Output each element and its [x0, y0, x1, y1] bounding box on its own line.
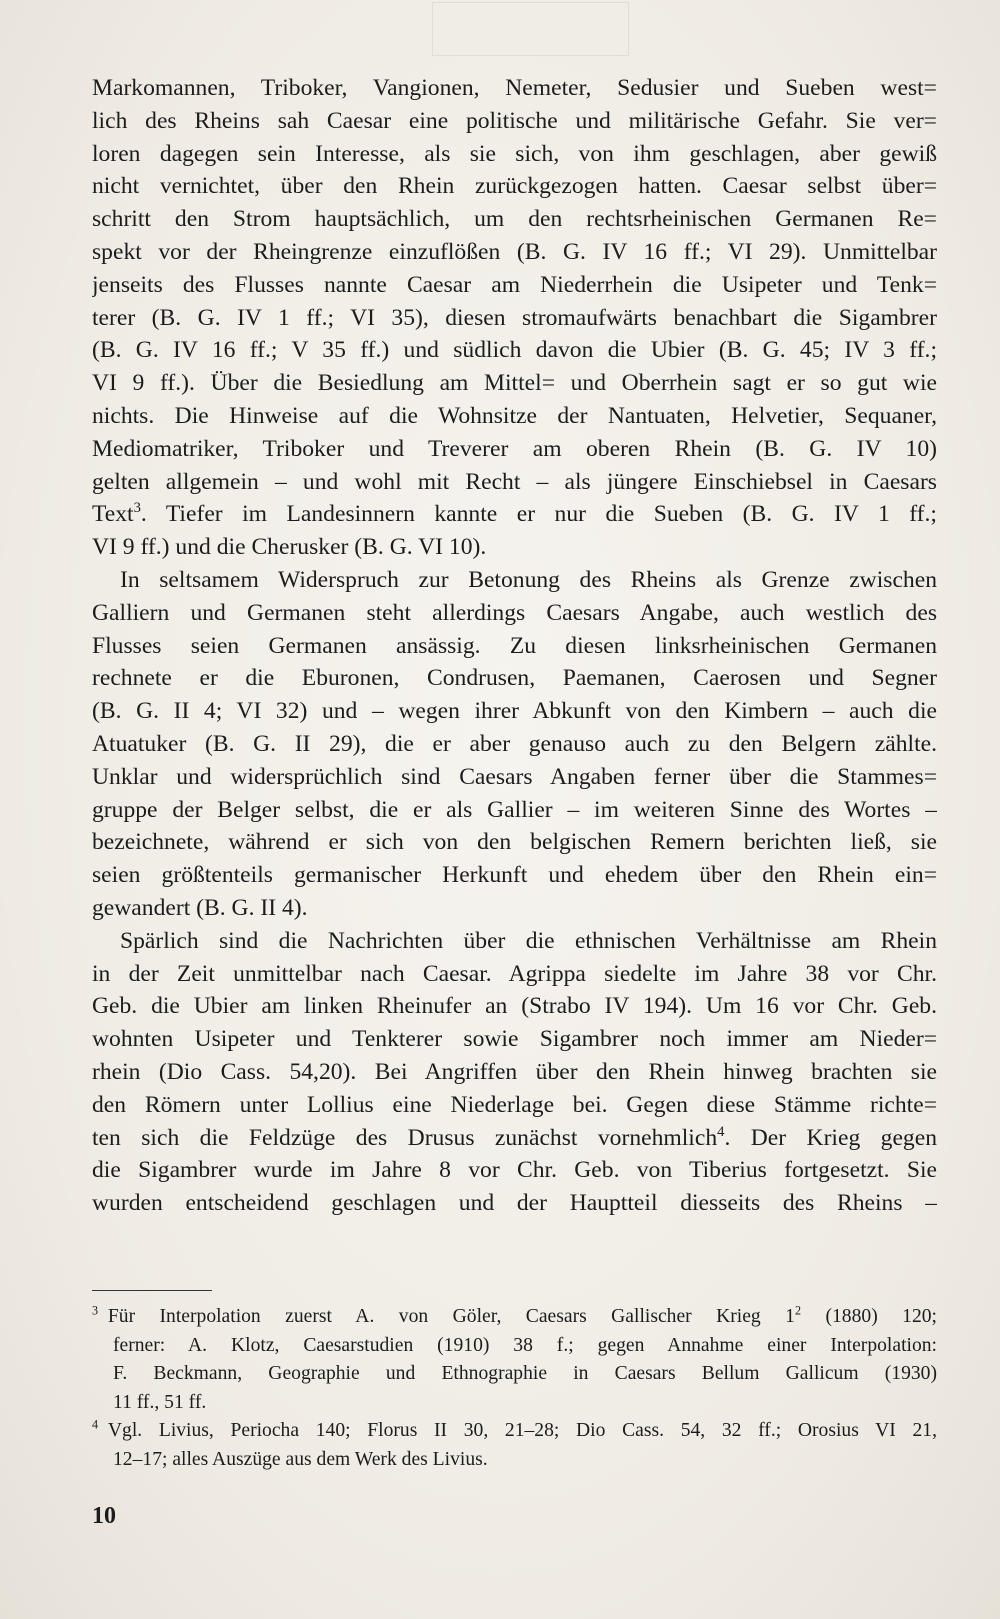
text-line	[92, 761, 937, 794]
text-line-content: ten sich die Feldzüge des Drusus zunächst vornehmlich	[92, 1124, 718, 1151]
text-line	[92, 367, 937, 400]
text-line	[92, 400, 937, 433]
text-line	[92, 236, 937, 269]
text-line	[92, 1089, 937, 1122]
text-line-content: Markomannen, Triboker, Vangionen, Nemeter, Sedusier und Sueben west=	[92, 75, 937, 101]
text-line	[92, 597, 937, 630]
text-line-content: In seltsamem Widerspruch zur Betonung des Rheins als Grenze zwischen	[120, 566, 937, 593]
footnote-line	[92, 1332, 937, 1361]
footnote-line	[92, 1446, 937, 1475]
text-line-continuation: . Der Krieg gegen	[724, 1124, 937, 1151]
text-line	[92, 72, 937, 105]
text-line-content: spekt vor der Rheingrenze einzuflößen (B. G. IV 16 ff.; VI 29). Unmittelbar	[92, 238, 937, 265]
text-line-content: VI 9 ff.) und die Cherusker (B. G. VI 10).	[92, 534, 487, 561]
text-line	[92, 334, 937, 367]
text-line-content: Mediomatriker, Triboker und Treverer am oberen Rhein (B. G. IV 10)	[92, 435, 937, 462]
text-line-content: nicht vernichtet, über den Rhein zurückgezogen hatten. Caesar selbst über=	[92, 173, 937, 200]
text-line-content: in der Zeit unmittelbar nach Caesar. Agrippa siedelte im Jahre 38 vor Chr.	[92, 960, 937, 987]
text-line	[92, 170, 937, 203]
text-line	[92, 138, 937, 171]
edition-superscript: 2	[794, 1303, 802, 1318]
text-line	[92, 564, 937, 597]
text-line-content: Galliern und Germanen steht allerdings Caesars Angabe, auch westlich des	[92, 599, 937, 626]
text-line	[92, 859, 937, 892]
text-line	[92, 925, 937, 958]
text-line	[92, 203, 937, 236]
text-line	[92, 531, 937, 564]
text-line-content: Unklar und widersprüchlich sind Caesars Angaben ferner über die Stammes=	[92, 763, 937, 790]
text-line-continuation: . Tiefer im Landesinnern kannte er nur die Sueben (B. G. IV 1 ff.;	[140, 501, 937, 528]
text-line-content: VI 9 ff.). Über die Besiedlung am Mittel= und Oberrhein sagt er so gut wie	[92, 370, 937, 397]
text-line-content: Text	[92, 501, 134, 528]
text-line-content: Spärlich sind die Nachrichten über die ethnischen Verhältnisse am Rhein	[120, 927, 937, 954]
text-line-content: Atuatuker (B. G. II 29), die er aber genauso auch zu den Belgern zählte.	[92, 730, 937, 757]
text-line-content: schritt den Strom hauptsächlich, um den rechtsrheinischen Germanen Re=	[92, 206, 937, 233]
footnote-text-continuation: (1880) 120;	[801, 1306, 937, 1327]
text-line	[92, 1056, 937, 1089]
text-line-content: nichts. Die Hinweise auf die Wohnsitze der Nantuaten, Helvetier, Sequaner,	[92, 402, 937, 429]
text-line	[92, 728, 937, 761]
text-line-content: den Römern unter Lollius eine Niederlage bei. Gegen diese Stämme richte=	[92, 1091, 937, 1118]
text-line	[92, 826, 937, 859]
text-line	[92, 990, 937, 1023]
text-line-content: die Sigambrer wurde im Jahre 8 vor Chr. Geb. von Tiberius fortgesetzt. Sie	[92, 1157, 937, 1184]
text-line-content: rhein (Dio Cass. 54,20). Bei Angriffen über den Rhein hinweg brachten sie	[92, 1058, 937, 1085]
text-line	[92, 892, 937, 925]
bleed-through-stamp	[432, 2, 629, 56]
footnote-rule	[92, 1290, 212, 1291]
body-text	[92, 72, 937, 1220]
footnote-text: 12–17; alles Auszüge aus dem Werk des Livius.	[113, 1448, 488, 1470]
text-line-content: loren dagegen sein Interesse, als sie sich, von ihm geschlagen, aber gewiß	[92, 140, 937, 167]
text-line-content: Geb. die Ubier am linken Rheinufer an (Strabo IV 194). Um 16 vor Chr. Geb.	[92, 993, 937, 1020]
text-line	[92, 695, 937, 728]
text-line-content: (B. G. II 4; VI 32) und – wegen ihrer Abkunft von den Kimbern – auch die	[92, 698, 937, 725]
text-line-content: gewandert (B. G. II 4).	[92, 894, 308, 921]
page-number: 10	[92, 1503, 116, 1529]
footnote-text: Vgl. Livius, Periocha 140; Florus II 30, 21–28; Dio Cass. 54, 32 ff.; Orosius VI 21,	[107, 1420, 937, 1441]
footnote-reference: 3	[133, 500, 141, 517]
text-line	[92, 105, 937, 138]
text-line-content: (B. G. IV 16 ff.; V 35 ff.) und südlich davon die Ubier (B. G. 45; IV 3 ff.;	[92, 337, 937, 364]
text-line	[92, 433, 937, 466]
text-line	[92, 1187, 937, 1220]
text-line-content: bezeichnete, während er sich von den belgischen Remern berichten ließ, sie	[92, 829, 937, 856]
text-line-content: wurden entscheidend geschlagen und der Hauptteil diesseits des Rheins –	[92, 1190, 937, 1217]
text-line	[92, 662, 937, 695]
footnote-line	[92, 1360, 937, 1389]
footnote-text: F. Beckmann, Geographie und Ethnographie in Caesars Bellum Gallicum (1930)	[113, 1363, 937, 1384]
text-line	[92, 1023, 937, 1056]
footnotes	[92, 1303, 937, 1474]
footnote-marker: 3	[92, 1303, 99, 1318]
footnote-line	[92, 1389, 937, 1418]
text-line	[92, 466, 937, 499]
footnote-reference: 4	[717, 1123, 725, 1140]
text-line	[92, 498, 937, 531]
text-line	[92, 302, 937, 335]
text-line	[92, 630, 937, 663]
footnote-line	[92, 1417, 937, 1446]
text-line-content: wohnten Usipeter und Tenkterer sowie Sigambrer noch immer am Nieder=	[92, 1026, 937, 1053]
text-line-content: Flusses seien Germanen ansässig. Zu diesen linksrheinischen Germanen	[92, 632, 937, 659]
footnote-text: 11 ff., 51 ff.	[113, 1391, 207, 1413]
text-line-content: rechnete er die Eburonen, Condrusen, Paemanen, Caerosen und Segner	[92, 665, 937, 692]
text-line-content: seien größtenteils germanischer Herkunft und ehedem über den Rhein ein=	[92, 862, 937, 889]
text-line	[92, 1154, 937, 1187]
footnote-marker: 4	[92, 1417, 99, 1432]
footnote-text: ferner: A. Klotz, Caesarstudien (1910) 38 f.; gegen Annahme einer Interpolation:	[113, 1334, 937, 1356]
text-line	[92, 269, 937, 302]
text-line-content: gelten allgemein – und wohl mit Recht – als jüngere Einschiebsel in Caesars	[92, 468, 937, 495]
footnote-line	[92, 1303, 937, 1332]
footnote-text: Für Interpolation zuerst A. von Göler, Caesars Gallischer Krieg 1	[107, 1306, 795, 1327]
text-line	[92, 958, 937, 991]
text-line-content: terer (B. G. IV 1 ff.; VI 35), diesen stromaufwärts benachbart die Sigambrer	[92, 304, 937, 331]
text-line-content: lich des Rheins sah Caesar eine politische und militärische Gefahr. Sie ver=	[92, 107, 937, 134]
text-line-content: gruppe der Belger selbst, die er als Gallier – im weiteren Sinne des Wortes –	[92, 796, 937, 823]
text-line-content: jenseits des Flusses nannte Caesar am Niederrhein die Usipeter und Tenk=	[92, 271, 937, 298]
text-line	[92, 794, 937, 827]
text-line	[92, 1122, 937, 1155]
